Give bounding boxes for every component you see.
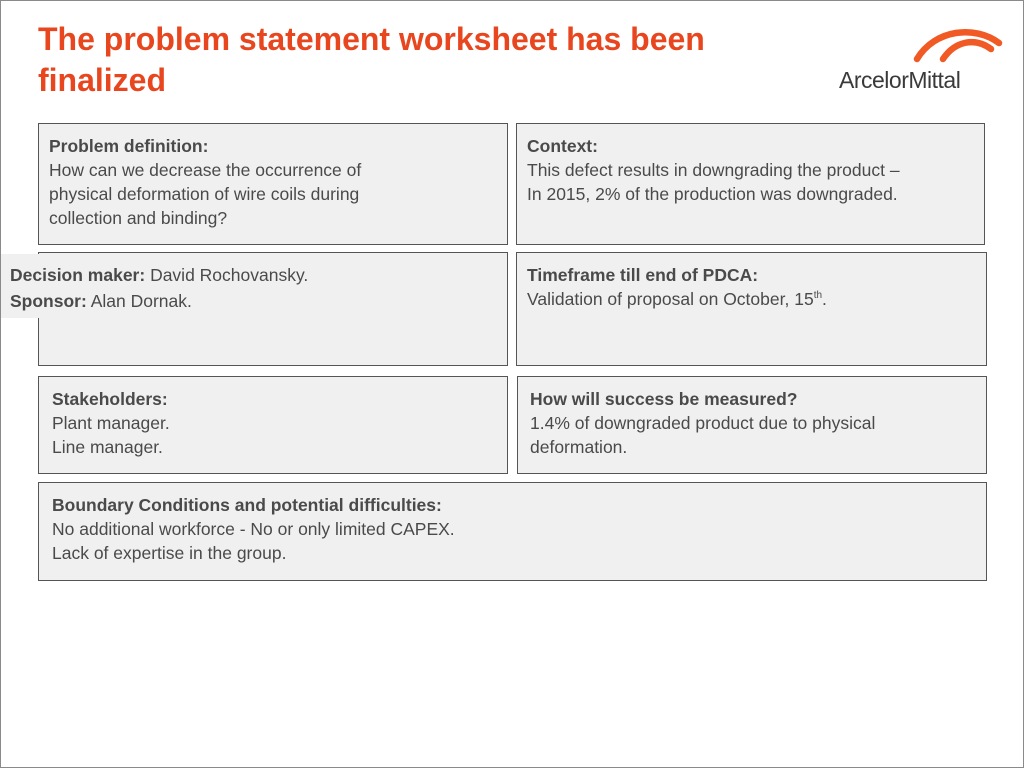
timeframe-box <box>516 252 987 366</box>
logo-swoosh-icon <box>913 23 1003 63</box>
decision-maker-line <box>10 262 371 288</box>
slide-title: The problem statement worksheet has been finalized <box>38 21 705 98</box>
problem-definition-heading: Problem definition: <box>49 136 209 156</box>
timeframe-heading: Timeframe till end of PDCA: <box>527 265 759 285</box>
problem-definition-line: physical deformation of wire coils during <box>49 184 360 204</box>
decision-maker-text <box>1 254 381 318</box>
timeframe-line <box>527 287 976 311</box>
success-measure-heading: How will success be measured? <box>530 389 798 409</box>
decision-maker-label: Decision maker: <box>10 265 146 285</box>
context-line: This defect results in downgrading the product – <box>527 160 900 180</box>
success-measure-line: 1.4% of downgraded product due to physical <box>530 413 876 433</box>
context-heading: Context: <box>527 136 598 156</box>
boundary-conditions-heading: Boundary Conditions and potential difficulties: <box>52 495 442 515</box>
success-measure-box <box>517 376 987 474</box>
context-line: In 2015, 2% of the production was downgraded. <box>527 184 898 204</box>
boundary-conditions-line: No additional workforce - No or only limited CAPEX. <box>52 519 455 539</box>
sponsor-line <box>10 288 371 314</box>
sponsor-value: Alan Dornak. <box>86 291 192 311</box>
stakeholders-heading: Stakeholders: <box>52 389 168 409</box>
decision-maker-value: David Rochovansky. <box>145 265 309 285</box>
problem-definition-box <box>38 123 508 245</box>
problem-definition-line: How can we decrease the occurrence of <box>49 160 362 180</box>
logo-wordmark: ArcelorMittal <box>839 67 961 93</box>
arcelormittal-logo <box>837 23 987 97</box>
context-box <box>516 123 985 245</box>
sponsor-label: Sponsor: <box>10 291 87 311</box>
timeframe-text: Validation of proposal on October, 15 <box>527 289 814 309</box>
problem-definition-line: collection and binding? <box>49 208 228 228</box>
boundary-conditions-box <box>38 482 987 581</box>
stakeholders-line: Plant manager. <box>52 413 170 433</box>
stakeholders-box <box>38 376 508 474</box>
timeframe-suffix: . <box>822 289 827 309</box>
boundary-conditions-line: Lack of expertise in the group. <box>52 543 287 563</box>
timeframe-superscript: th <box>813 290 823 302</box>
stakeholders-line: Line manager. <box>52 437 163 457</box>
success-measure-line: deformation. <box>530 437 628 457</box>
